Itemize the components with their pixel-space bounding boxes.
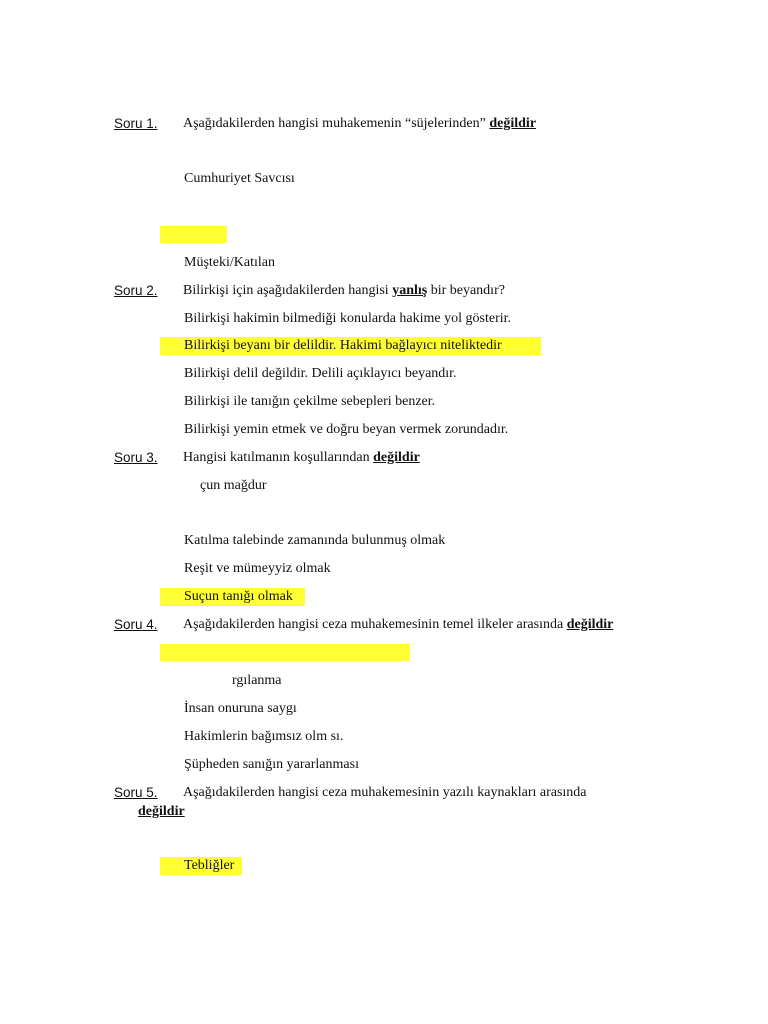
question-3-option-1: çun mağdur [200, 478, 267, 493]
question-3-text-main: Hangisi katılmanın koşullarından [183, 450, 374, 465]
question-2-option-2: Bilirkişi beyanı bir delildir. Hakimi bağlayıcı niteliktedir [184, 338, 502, 353]
q4-option-1-highlight [160, 644, 410, 661]
question-1-text-main: Aşağıdakilerden hangisi muhakemenin “süjelerinden” [183, 116, 490, 131]
question-5-emphasis: değildir [138, 804, 185, 819]
question-2-label: Soru 2. [114, 283, 158, 298]
question-4-label: Soru 4. [114, 617, 158, 632]
question-4-emphasis: değildir [566, 617, 614, 632]
question-2-text-end: bir beyandır? [427, 283, 505, 298]
question-1-emphasis: değildir [489, 116, 537, 131]
question-3-emphasis: değildir [373, 450, 420, 465]
question-5-option-1: Tebliğler [184, 858, 235, 873]
question-2-text-main: Bilirkişi için aşağıdakilerden hangisi [183, 283, 393, 298]
question-4-option-5: Şüpheden sanığın yararlanması [184, 757, 359, 772]
question-4-option-3: İnsan onuruna saygı [184, 701, 297, 716]
question-3-text [183, 449, 420, 467]
question-1-label: Soru 1. [114, 116, 158, 131]
question-5-text: Aşağıdakilerden hangisi ceza muhakemesinin yazılı kaynakları arasında [183, 785, 587, 800]
question-2-option-5: Bilirkişi yemin etmek ve doğru beyan vermek zorundadır. [184, 422, 509, 437]
question-5-label: Soru 5. [114, 785, 158, 800]
question-2-option-3: Bilirkişi delil değildir. Delili açıklayıcı beyandır. [184, 366, 457, 381]
question-1-text [183, 115, 536, 133]
question-3-option-3: Reşit ve mümeyyiz olmak [184, 561, 331, 576]
q1-option-2-highlight [160, 226, 227, 243]
question-4-option-4: Hakimlerin bağımsız olm sı. [184, 729, 344, 744]
question-2-emphasis: yanlış [392, 283, 428, 298]
question-2-option-4: Bilirkişi ile tanığın çekilme sebepleri benzer. [184, 394, 436, 409]
question-2-option-1: Bilirkişi hakimin bilmediği konularda hakime yol gösterir. [184, 311, 512, 326]
question-4-option-2: rgılanma [232, 673, 282, 688]
question-1-option-1: Cumhuriyet Savcısı [184, 171, 295, 186]
question-3-option-4: Suçun tanığı olmak [184, 589, 293, 604]
question-4-text-main: Aşağıdakilerden hangisi ceza muhakemesinin temel ilkeler arasında [183, 617, 567, 632]
question-3-label: Soru 3. [114, 450, 158, 465]
question-2-text [183, 282, 505, 300]
question-3-option-2: Katılma talebinde zamanında bulunmuş olmak [184, 533, 446, 548]
question-4-text [183, 616, 613, 634]
question-1-option-3: Müşteki/Katılan [184, 255, 275, 270]
